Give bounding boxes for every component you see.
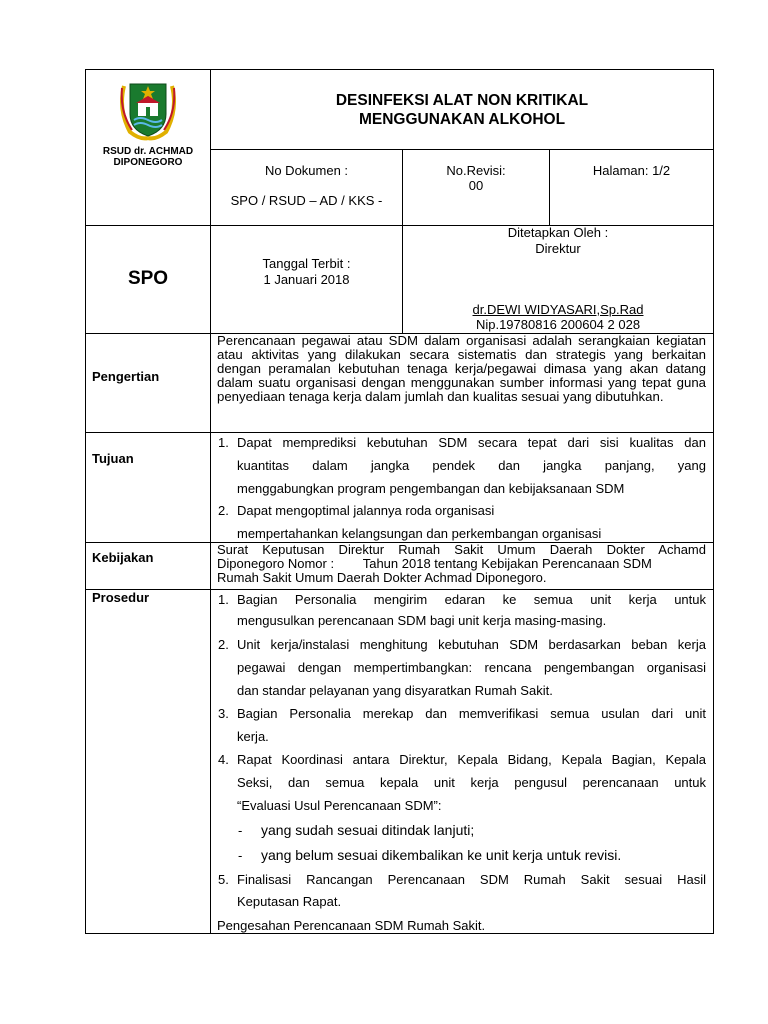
prosedur-item-2-line1: Unit kerja/instalasi menghitung kebutuhan SDM berdasarkan beban kerja	[237, 637, 706, 652]
kebijakan-line1: Surat Keputusan Direktur Rumah Sakit Umum Daerah Dokter Achamd	[217, 542, 706, 557]
tujuan-label: Tujuan	[92, 451, 134, 466]
hospital-name-line1: RSUD dr. ACHMAD	[102, 146, 194, 157]
spo-label: SPO	[127, 268, 169, 289]
tujuan-item-1-number: 1.	[218, 435, 229, 450]
prosedur-item-5-line2: Keputasan Rapat.	[237, 894, 342, 909]
prosedur-item-2-line3: dan standar pelayanan yang disyaratkan Rumah Sakit.	[237, 683, 553, 698]
prosedur-item-3-line1: Bagian Personalia merekap dan memverifikasi semua usulan dari unit	[237, 706, 706, 721]
pengertian-label: Pengertian	[92, 369, 160, 384]
prosedur-closing: Pengesahan Perencanaan SDM Rumah Sakit.	[217, 918, 486, 933]
tujuan-item-2-line1: Dapat mengoptimal jalannya roda organisasi	[237, 503, 495, 518]
hospital-logo	[116, 76, 180, 144]
no-revisi-value: 00	[468, 178, 484, 193]
prosedur-item-2-line2: pegawai dengan mempertimbangkan: rencana pengembangan organisasi	[237, 660, 706, 675]
prosedur-item-4-line3: “Evaluasi Usul Perencanaan SDM”:	[237, 798, 442, 813]
signer-nip: Nip.19780816 200604 2 028	[475, 317, 641, 332]
prosedur-item-3-line2: kerja.	[237, 729, 269, 744]
prosedur-item-3-number: 3.	[218, 706, 229, 721]
no-revisi-label: No.Revisi:	[446, 163, 506, 178]
hospital-name-line2: DIPONEGORO	[113, 157, 183, 168]
prosedur-subitem-2: yang belum sesuai dikembalikan ke unit kerja untuk revisi.	[261, 847, 622, 863]
prosedur-item-4-number: 4.	[218, 752, 229, 767]
kebijakan-label: Kebijakan	[92, 550, 154, 565]
prosedur-item-2-number: 2.	[218, 637, 229, 652]
signer-name: dr.DEWI WIDYASARI,Sp.Rad	[472, 302, 644, 317]
prosedur-item-4-line2: Seksi, dan semua kepala unit kerja pengusul perencanaan untuk	[237, 775, 706, 790]
ditetapkan-label: Ditetapkan Oleh :	[507, 225, 609, 240]
ditetapkan-role: Direktur	[535, 241, 581, 256]
kebijakan-line3: Rumah Sakit Umum Daerah Dokter Achmad Diponegoro.	[217, 570, 547, 585]
document-title-line1: DESINFEKSI ALAT NON KRITIKAL	[335, 92, 589, 109]
halaman-label: Halaman: 1/2	[592, 163, 671, 178]
tujuan-item-2-line2: mempertahankan kelangsungan dan perkembangan organisasi	[237, 526, 602, 541]
tujuan-item-1-line1: Dapat memprediksi kebutuhan SDM secara tepat dari sisi kualitas dan	[237, 435, 706, 450]
no-dokumen-value: SPO / RSUD – AD / KKS -	[230, 193, 383, 208]
prosedur-item-5-number: 5.	[218, 872, 229, 887]
prosedur-item-1-line2: mengusulkan perencanaan SDM bagi unit kerja masing-masing.	[237, 613, 607, 628]
kebijakan-line2: Diponegoro Nomor : Tahun 2018 tentang Kebijakan Perencanaan SDM	[217, 556, 652, 571]
prosedur-subitem-1: yang sudah sesuai ditindak lanjuti;	[261, 822, 475, 838]
tanggal-terbit-value: 1 Januari 2018	[263, 272, 350, 287]
prosedur-subitem-dash: -	[238, 848, 243, 863]
prosedur-item-1-number: 1.	[218, 592, 229, 607]
pengertian-text: Perencanaan pegawai atau SDM dalam organisasi adalah serangkaian kegiatan atau aktivitas yang dilakukan secara sistematis dan strategis yang berkaitan dengan peramalan kebutuhan tenaga kerja/pegawai dimasa yang akan datang dalam suatu organisasi dengan menggunakan sumber informasi yang tepat guna penyediaan tenaga kerja dalam jumlah dan kualitas sesuai yang dibutuhkan.	[217, 333, 706, 404]
document-title-line2: MENGGUNAKAN ALKOHOL	[358, 111, 566, 128]
tanggal-terbit-label: Tanggal Terbit :	[262, 256, 351, 271]
prosedur-item-4-line1: Rapat Koordinasi antara Direktur, Kepala Bidang, Kepala Bagian, Kepala	[237, 752, 706, 767]
no-dokumen-label: No Dokumen :	[264, 163, 349, 178]
tujuan-item-2-number: 2.	[218, 503, 229, 518]
tujuan-item-1-line2: kuantitas dalam jangka pendek dan jangka panjang, yang	[237, 458, 706, 473]
prosedur-item-1-line1: Bagian Personalia mengirim edaran ke semua unit kerja untuk	[237, 592, 706, 607]
prosedur-label: Prosedur	[92, 590, 150, 605]
tujuan-item-1-line3: menggabungkan program pengembangan dan kebijaksanaan SDM	[237, 481, 625, 496]
prosedur-item-5-line1: Finalisasi Rancangan Perencanaan SDM Rumah Sakit sesuai Hasil	[237, 872, 706, 887]
prosedur-subitem-dash: -	[238, 823, 243, 838]
